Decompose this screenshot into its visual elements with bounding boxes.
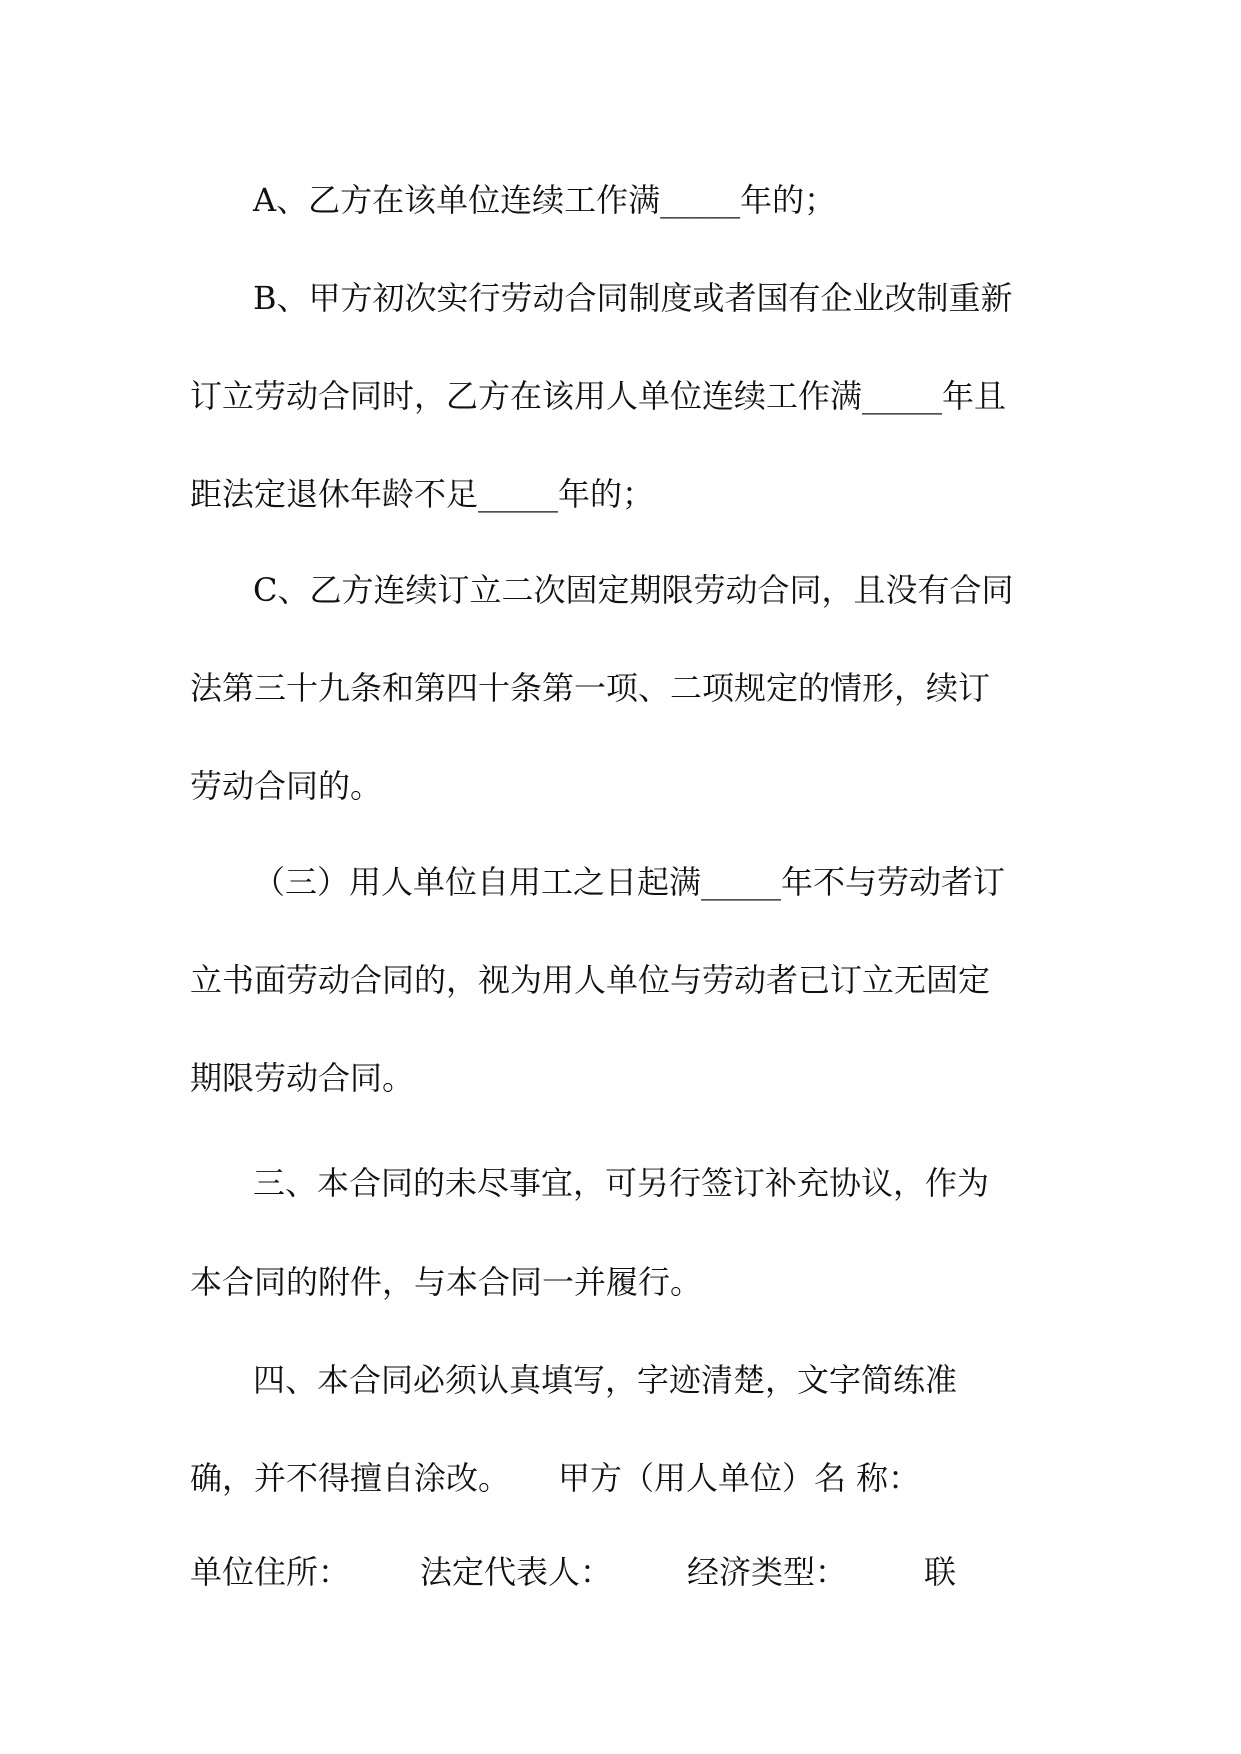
clause-three-line-3: 期限劳动合同。 [190, 1059, 415, 1097]
section-three-line-1: 三、本合同的未尽事宜，可另行签订补充协议，作为 [253, 1164, 990, 1202]
clause-b-line-2: 订立劳动合同时，乙方在该用人单位连续工作满_____年且 [190, 377, 1007, 415]
section-three-line-2: 本合同的附件，与本合同一并履行。 [190, 1263, 703, 1301]
economic-type-label: 经济类型： [687, 1553, 848, 1591]
contact-label: 联 [924, 1553, 957, 1591]
section-four-line-1: 四、本合同必须认真填写，字迹清楚，文字简练准 [253, 1361, 958, 1399]
signature-fields-row [190, 1552, 1040, 1592]
clause-b-line-3: 距法定退休年龄不足_____年的； [190, 475, 655, 513]
clause-c-line-3: 劳动合同的。 [190, 767, 383, 805]
legal-rep-label: 法定代表人： [420, 1553, 613, 1591]
section-four-line-2: 确，并不得擅自涂改。 甲方（用人单位）名 称： [190, 1459, 921, 1497]
clause-three-line-2: 立书面劳动合同的，视为用人单位与劳动者已订立无固定 [190, 961, 991, 999]
address-label: 单位住所： [190, 1553, 351, 1591]
clause-three-line-1: （三）用人单位自用工之日起满_____年不与劳动者订 [253, 863, 1006, 901]
clause-a: A、乙方在该单位连续工作满_____年的； [253, 181, 837, 219]
clause-c-line-1: C、乙方连续订立二次固定期限劳动合同，且没有合同 [253, 571, 1014, 609]
clause-b-line-1: B、甲方初次实行劳动合同制度或者国有企业改制重新 [253, 279, 1013, 317]
clause-c-line-2: 法第三十九条和第四十条第一项、二项规定的情形，续订 [190, 669, 991, 707]
